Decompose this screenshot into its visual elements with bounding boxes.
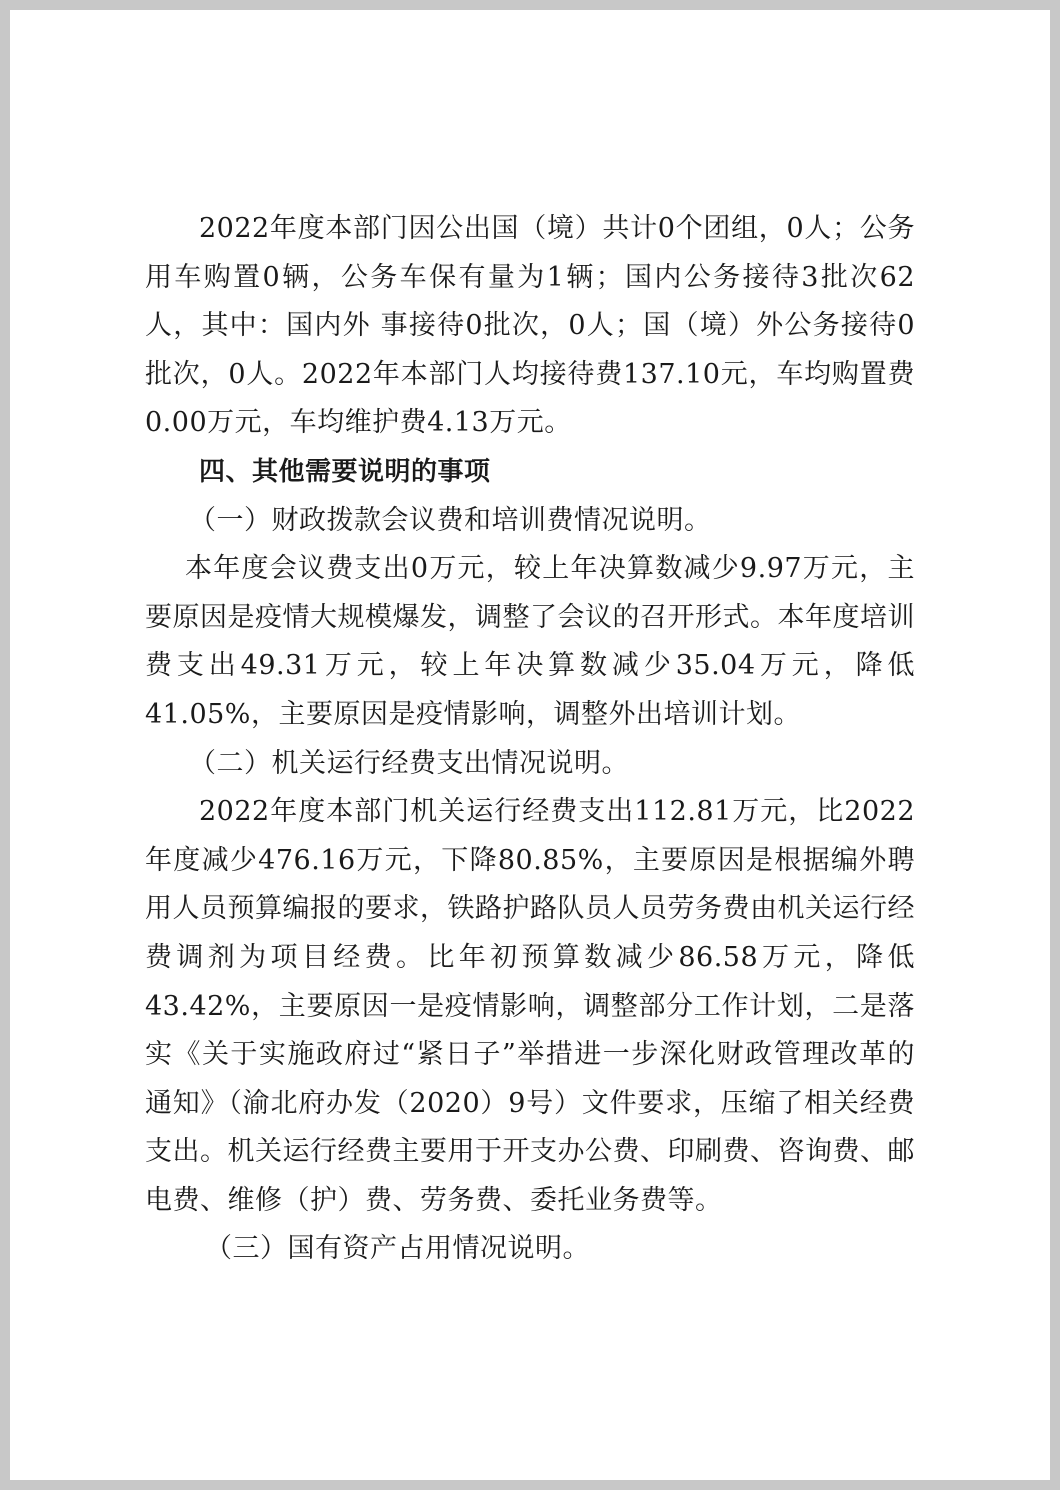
section-heading-other-matters: 四、其他需要说明的事项 bbox=[199, 456, 491, 487]
paragraph-official-travel-reception: 2022年度本部门因公出国（境）共计0个团组，0人；公务用车购置0辆，公务车保有量为1辆；国内公务接待3批次62人，其中：国内外 事接待0批次，0人；国（境）外公务接待0批次，0人。2022年本部门人均接待费137.10元，车均购置费0.00万元，车均维护费4.13万元。 bbox=[145, 213, 915, 439]
subheading-state-assets: （三）国有资产占用情况说明。 bbox=[205, 1233, 590, 1265]
paragraph-meeting-training-fees: 本年度会议费支出0万元，较上年决算数减少9.97万元，主要原因是疫情大规模爆发，调整了会议的召开形式。本年度培训费支出49.31万元，较上年决算数减少35.04万元，降低41.05%，主要原因是疫情影响，调整外出培训计划。 bbox=[145, 553, 915, 730]
document-page bbox=[10, 10, 1050, 1480]
document-body bbox=[145, 205, 915, 1274]
paragraph-operating-expenses: 2022年度本部门机关运行经费支出112.81万元，比2022年度减少476.16万元，下降80.85%，主要原因是根据编外聘用人员预算编报的要求，铁路护路队员人员劳务费由机关运行经费调剂为项目经费。比年初预算数减少86.58万元，降低43.42%，主要原因一是疫情影响，调整部分工作计划，二是落实《关于实施政府过“紧日子”举措进一步深化财政管理改革的通知》（渝北府办发（2020）9号）文件要求，压缩了相关经费支出。机关运行经费主要用于开支办公费、印刷费、咨询费、邮电费、维修（护）费、劳务费、委托业务费等。 bbox=[145, 796, 915, 1216]
subheading-operating-expenses: （二）机关运行经费支出情况说明。 bbox=[189, 747, 629, 779]
subheading-meeting-training-fees: （一）财政拨款会议费和培训费情况说明。 bbox=[189, 504, 712, 536]
